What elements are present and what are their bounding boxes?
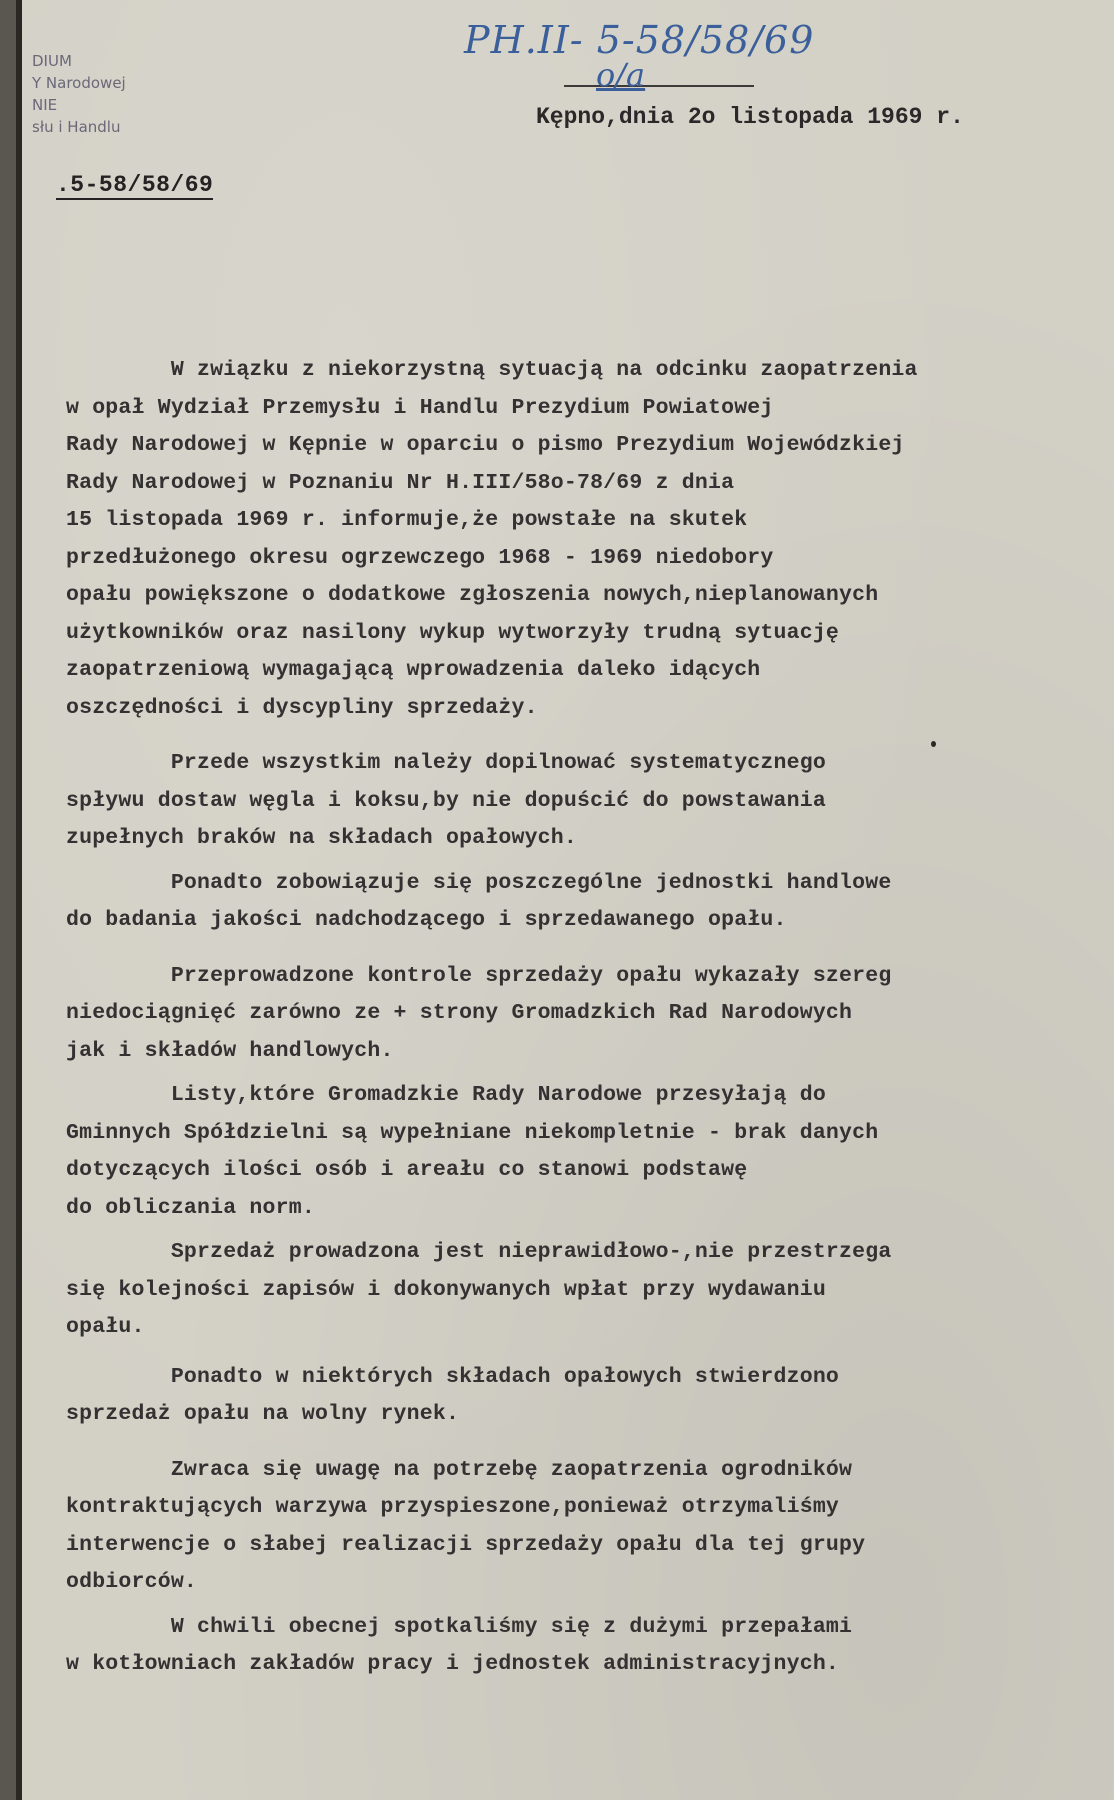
handwritten-reference: PH.II- 5-58/58/69 xyxy=(464,18,815,62)
paragraph xyxy=(66,1609,1096,1684)
text-line: oszczędności i dyscypliny sprzedaży. xyxy=(66,695,538,720)
document-page xyxy=(16,0,1114,1800)
text-line: Przede wszystkim należy dopilnować systematycznego xyxy=(66,751,826,775)
text-line: W chwili obecnej spotkaliśmy się z dużymi przepałami xyxy=(66,1614,853,1639)
text-line: Ponadto zobowiązuje się poszczególne jednostki handlowe xyxy=(66,870,892,895)
text-line: Zwraca się uwagę na potrzebę zaopatrzenia ogrodników xyxy=(66,1457,853,1482)
page-binding-edge xyxy=(16,0,22,1800)
paragraph xyxy=(66,745,1096,858)
text-line: jak i składów handlowych. xyxy=(66,1038,394,1063)
text-line: interwencje o słabej realizacji sprzedaży opału dla tej grupy xyxy=(66,1532,866,1557)
paragraph xyxy=(66,1234,1096,1347)
text-line: opału powiększone o dodatkowe zgłoszenia nowych,nieplanowanych xyxy=(66,583,879,607)
text-line: Gminnych Spółdzielni są wypełniane niekompletnie - brak danych xyxy=(66,1120,879,1145)
stamp-line: NIE xyxy=(32,96,58,114)
text-line: kontraktujących warzywa przyspieszone,ponieważ otrzymaliśmy xyxy=(66,1495,840,1519)
paragraph xyxy=(66,1452,1096,1602)
date-line: Kępno,dnia 2o listopada 1969 r. xyxy=(536,104,964,130)
text-line: w opał Wydział Przemysłu i Handlu Prezydium Powiatowej xyxy=(66,395,774,420)
handwritten-initials: o/a xyxy=(596,56,646,94)
text-line: dotyczących ilości osób i areału co stanowi podstawę xyxy=(66,1158,748,1182)
paragraph xyxy=(66,865,1096,940)
text-line: zupełnych braków na składach opałowych. xyxy=(66,826,577,850)
text-line: się kolejności zapisów i dokonywanych wpłat przy wydawaniu xyxy=(66,1277,826,1302)
handwritten-underline xyxy=(564,85,754,87)
stamp-line: Y Narodowej xyxy=(32,74,126,92)
text-line: spływu dostaw węgla i koksu,by nie dopuścić do powstawania xyxy=(66,788,826,813)
text-line: przedłużonego okresu ogrzewczego 1968 - 1969 niedobory xyxy=(66,545,774,570)
reference-number: .5-58/58/69 xyxy=(56,172,214,198)
text-line: odbiorców. xyxy=(66,1570,198,1594)
text-line: do obliczania norm. xyxy=(66,1195,315,1220)
text-line: zaopatrzeniową wymagającą wprowadzenia daleko idących xyxy=(66,658,761,682)
stamp-line: słu i Handlu xyxy=(32,118,121,136)
paragraph xyxy=(66,352,1096,727)
text-line: Ponadto w niektórych składach opałowych stwierdzono xyxy=(66,1364,840,1389)
text-line: Listy,które Gromadzkie Rady Narodowe przesyłają do xyxy=(66,1083,826,1107)
text-line: w kotłowniach zakładów pracy i jednostek administracyjnych. xyxy=(66,1652,840,1676)
text-line: opału. xyxy=(66,1315,145,1339)
paragraph xyxy=(66,1359,1096,1434)
letter-body xyxy=(66,352,1096,1684)
text-line: Przeprowadzone kontrole sprzedaży opału wykazały szereg xyxy=(66,963,892,988)
stamp-line: DIUM xyxy=(32,52,72,70)
text-line: do badania jakości nadchodzącego i sprzedawanego opału. xyxy=(66,908,787,932)
text-line: 15 listopada 1969 r. informuje,że powstałe na skutek xyxy=(66,508,748,532)
paragraph xyxy=(66,1077,1096,1227)
text-line: Rady Narodowej w Kępnie w oparciu o pismo Prezydium Wojewódzkiej xyxy=(66,433,905,457)
office-stamp xyxy=(32,50,212,138)
paragraph xyxy=(66,958,1096,1071)
text-line: Rady Narodowej w Poznaniu Nr H.III/58o-78/69 z dnia xyxy=(66,470,735,495)
text-line: sprzedaż opału na wolny rynek. xyxy=(66,1402,460,1426)
text-line: Sprzedaż prowadzona jest nieprawidłowo-,nie przestrzega xyxy=(66,1240,892,1264)
text-line: niedociągnięć zarówno ze + strony Gromadzkich Rad Narodowych xyxy=(66,1001,853,1025)
text-line: użytkowników oraz nasilony wykup wytworzyły trudną sytuację xyxy=(66,620,840,645)
text-line: W związku z niekorzystną sytuacją na odcinku zaopatrzenia xyxy=(66,358,918,382)
